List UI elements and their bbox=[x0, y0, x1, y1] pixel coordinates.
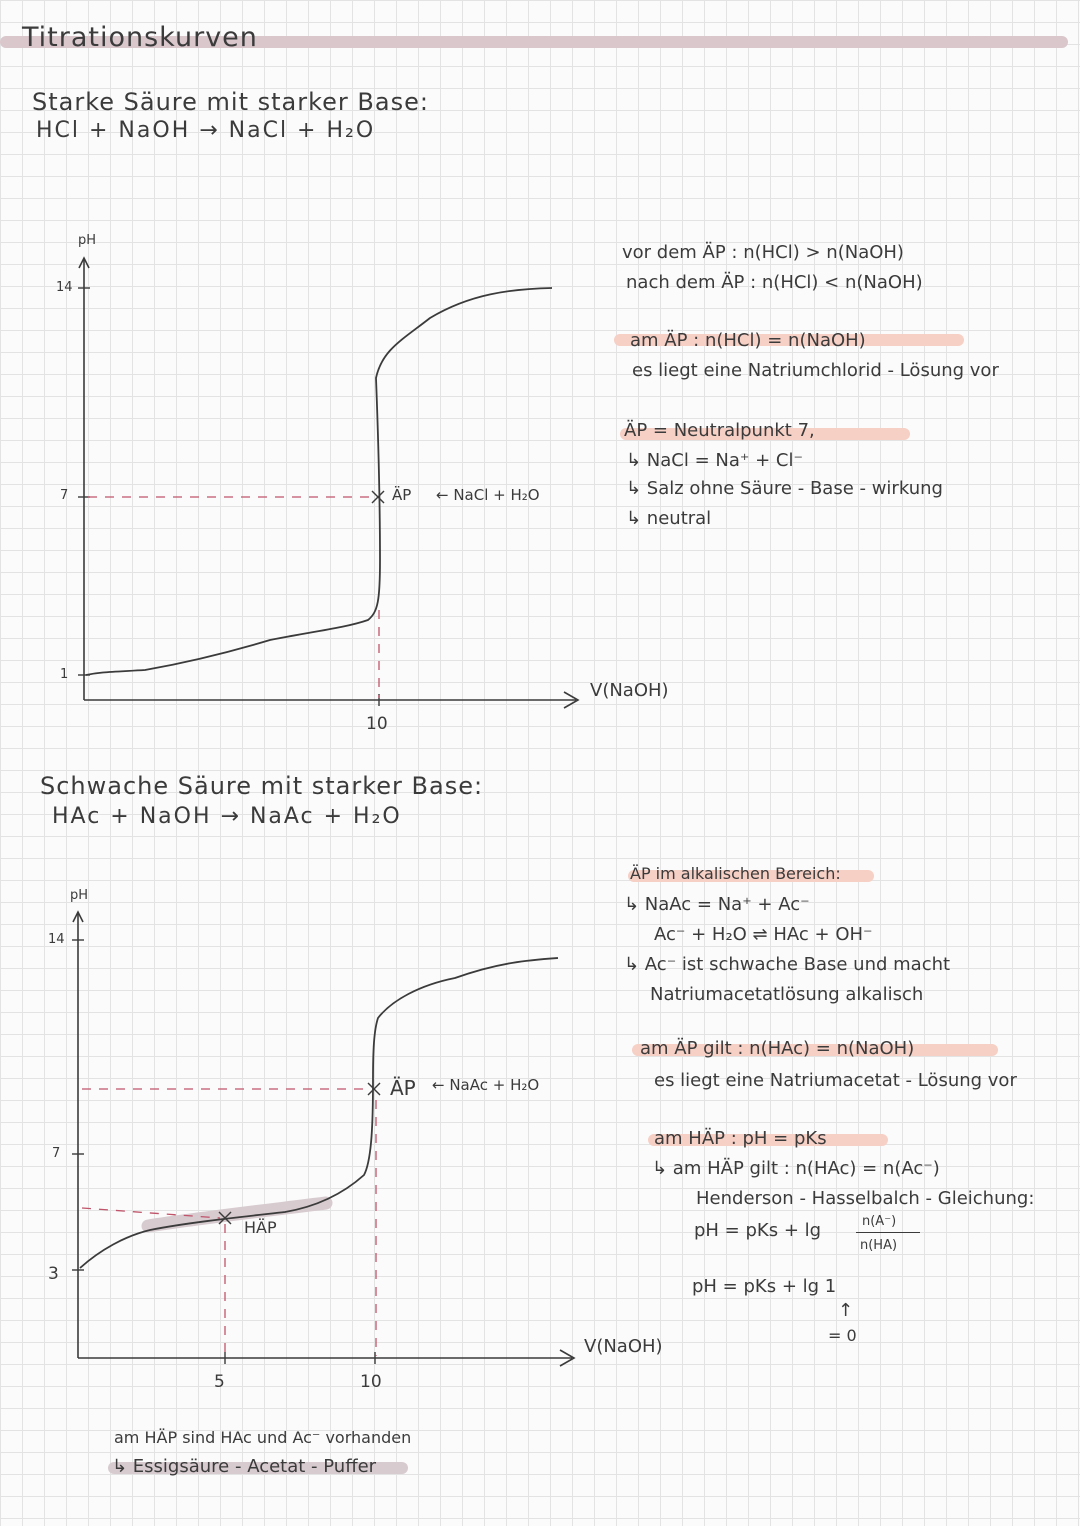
chart2-ep-label: ÄP bbox=[390, 1076, 416, 1100]
s2-formula2-arrow: ↑ bbox=[838, 1300, 854, 1321]
s2-formula1-numerator: n(A⁻) bbox=[862, 1214, 897, 1229]
chart2-xlabel: V(NaOH) bbox=[584, 1336, 663, 1357]
s2-note-hep2: Henderson - Hasselbalch - Gleichung: bbox=[696, 1188, 1035, 1209]
s1-note-arrow3: ↳ neutral bbox=[626, 508, 712, 529]
section2-equation: HAc + NaOH → NaAc + H₂O bbox=[52, 804, 402, 829]
s1-note-arrow2: ↳ Salz ohne Säure - Base - wirkung bbox=[626, 478, 943, 499]
section1-heading: Starke Säure mit starker Base: bbox=[32, 88, 429, 116]
s2-note-hep1: ↳ am HÄP gilt : n(HAc) = n(Ac⁻) bbox=[652, 1158, 940, 1179]
s2-bottom-l2: ↳ Essigsäure - Acetat - Puffer bbox=[112, 1456, 377, 1477]
chart2-ytick-7: 7 bbox=[52, 1146, 61, 1161]
s2-note-at-ep: am ÄP gilt : n(HAc) = n(NaOH) bbox=[640, 1038, 915, 1059]
s2-note-l1: ↳ NaAc = Na⁺ + Ac⁻ bbox=[624, 894, 810, 915]
s2-formula1-denominator: n(HA) bbox=[860, 1238, 898, 1253]
chart1-ylabel: pH bbox=[78, 233, 97, 248]
s2-note-ep-alk: ÄP im alkalischen Bereich: bbox=[630, 864, 841, 883]
chart2-hep-label: HÄP bbox=[244, 1218, 277, 1237]
chart1-xtick-10: 10 bbox=[366, 714, 388, 734]
s2-note-l4: Natriumacetatlösung alkalisch bbox=[650, 984, 924, 1005]
chart1-ytick-14: 14 bbox=[56, 280, 73, 295]
s1-note-arrow1: ↳ NaCl = Na⁺ + Cl⁻ bbox=[626, 450, 803, 471]
s1-note-before: vor dem ÄP : n(HCl) > n(NaOH) bbox=[622, 242, 904, 263]
s1-note-after: nach dem ÄP : n(HCl) < n(NaOH) bbox=[626, 272, 923, 293]
section2-heading: Schwache Säure mit starker Base: bbox=[40, 772, 484, 800]
s1-note-ep-neutral: ÄP = Neutralpunkt 7, bbox=[624, 420, 815, 441]
s2-note-l2: Ac⁻ + H₂O ⇌ HAc + OH⁻ bbox=[654, 924, 873, 945]
s2-formula1-left: pH = pKs + lg bbox=[694, 1220, 822, 1241]
chart2-xtick-5: 5 bbox=[214, 1372, 225, 1392]
chart2-ep-annotation: ← NaAc + H₂O bbox=[432, 1076, 540, 1094]
chart1-ep-label: ÄP bbox=[392, 486, 412, 504]
chart1-ytick-1: 1 bbox=[60, 667, 69, 682]
s1-note-at-ep: am ÄP : n(HCl) = n(NaOH) bbox=[630, 330, 866, 351]
chart1-ytick-7: 7 bbox=[60, 488, 69, 503]
chart1-ep-annotation: ← NaCl + H₂O bbox=[436, 486, 540, 504]
s2-note-at-hep: am HÄP : pH = pKs bbox=[654, 1128, 827, 1149]
chart2-ytick-14: 14 bbox=[48, 932, 65, 947]
section1-equation: HCl + NaOH → NaCl + H₂O bbox=[36, 118, 376, 143]
chart1-xlabel: V(NaOH) bbox=[590, 680, 669, 701]
s2-note-solution: es liegt eine Natriumacetat - Lösung vor bbox=[654, 1070, 1017, 1091]
chart2-ytick-3: 3 bbox=[48, 1264, 59, 1284]
s2-note-l3: ↳ Ac⁻ ist schwache Base und macht bbox=[624, 954, 951, 975]
s2-formula2-zero: = 0 bbox=[828, 1326, 857, 1345]
s2-formula1-fraction-bar bbox=[856, 1232, 920, 1233]
page-title: Titrationskurven bbox=[22, 22, 258, 53]
chart2-ylabel: pH bbox=[70, 888, 89, 903]
s2-formula2: pH = pKs + lg 1 bbox=[692, 1276, 837, 1297]
chart2-xtick-10: 10 bbox=[360, 1372, 382, 1392]
s2-bottom-l1: am HÄP sind HAc und Ac⁻ vorhanden bbox=[114, 1428, 412, 1447]
s1-note-solution: es liegt eine Natriumchlorid - Lösung vor bbox=[632, 360, 999, 381]
